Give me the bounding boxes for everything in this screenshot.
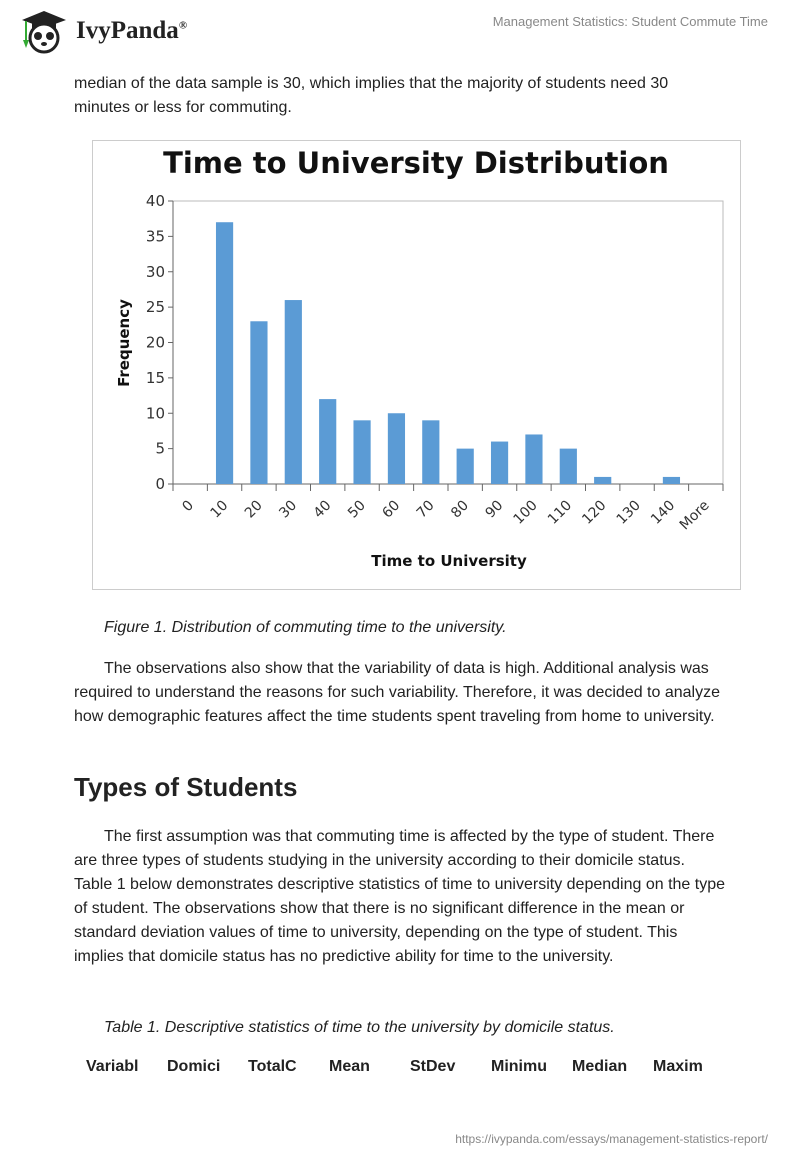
- table-header-cell: Median: [572, 1058, 628, 1075]
- histogram-bar: [422, 420, 439, 484]
- footer-url[interactable]: https://ivypanda.com/essays/management-statistics-report/: [455, 1132, 768, 1146]
- x-tick-label: 40: [310, 497, 335, 522]
- chart-title: Time to University Distribution: [163, 146, 669, 180]
- y-tick-label: 25: [145, 298, 165, 317]
- y-tick-label: 15: [145, 368, 165, 387]
- histogram-figure: [92, 140, 741, 590]
- y-tick-label: 30: [145, 262, 165, 281]
- histogram-chart: [93, 141, 740, 589]
- x-tick-label: 20: [241, 497, 266, 522]
- histogram-bar: [457, 449, 474, 484]
- histogram-bar: [319, 399, 336, 484]
- histogram-bar: [525, 434, 542, 484]
- x-tick-label: 0: [179, 497, 198, 516]
- histogram-bar: [560, 449, 577, 484]
- x-tick-label: 120: [579, 497, 610, 528]
- x-tick-label: 80: [448, 497, 473, 522]
- panda-logo-icon: [18, 8, 70, 54]
- y-axis-label: Frequency: [115, 299, 133, 387]
- document-title: Management Statistics: Student Commute Time: [492, 14, 768, 29]
- x-tick-label: 90: [482, 497, 507, 522]
- histogram-bar: [285, 300, 302, 484]
- histogram-bar: [594, 477, 611, 484]
- x-tick-label: 60: [379, 497, 404, 522]
- table-header-cell: TotalC: [248, 1058, 297, 1075]
- histogram-bar: [388, 413, 405, 484]
- x-tick-label: 130: [613, 497, 644, 528]
- x-tick-label: 50: [344, 497, 369, 522]
- table-header-cell: Minimu: [491, 1058, 547, 1075]
- x-tick-label: 140: [648, 497, 679, 528]
- figure-caption: Figure 1. Distribution of commuting time to the university.: [104, 619, 507, 636]
- ivypanda-logo[interactable]: [18, 8, 187, 54]
- y-tick-label: 35: [145, 227, 165, 246]
- histogram-bar: [353, 420, 370, 484]
- x-tick-label: 70: [413, 497, 438, 522]
- section-heading: Types of Students: [74, 772, 298, 802]
- table-header-cell: Maxim: [653, 1058, 703, 1075]
- table-header-cell: StDev: [410, 1058, 456, 1075]
- table-header-cell: Domici: [167, 1058, 221, 1075]
- histogram-bar: [663, 477, 680, 484]
- y-tick-label: 10: [145, 404, 165, 423]
- registered-mark: ®: [178, 19, 188, 32]
- x-tick-label: More: [676, 497, 713, 534]
- x-axis-label: Time to University: [371, 552, 527, 570]
- histogram-bar: [491, 442, 508, 484]
- table-header-cell: Mean: [329, 1058, 370, 1075]
- y-tick-label: 40: [145, 192, 165, 210]
- x-tick-label: 10: [207, 497, 232, 522]
- histogram-bar: [216, 222, 233, 484]
- y-tick-label: 20: [145, 333, 165, 352]
- table-header-cell: Variabl: [86, 1058, 139, 1075]
- y-tick-label: 0: [155, 475, 165, 493]
- y-tick-label: 5: [155, 439, 165, 458]
- table-caption: Table 1. Descriptive statistics of time to the university by domicile status.: [104, 1019, 615, 1036]
- x-tick-label: 30: [276, 497, 301, 522]
- x-tick-label: 110: [544, 497, 576, 528]
- histogram-bar: [250, 321, 267, 484]
- x-tick-label: 100: [510, 497, 541, 528]
- logo-text: IvyPanda: [76, 17, 179, 44]
- paragraph: The first assumption was that commuting time is affected by the type of student. There are three types of students studying in the university according to their domicile status. Table 1 below demonstrates descriptive statistics of time to university depending on the type of student. The observations show that there is no significant difference in the mean or standard deviation values of time to university, depending on the type of student. This implies that domicile status has no predictive ability for time to the university.: [74, 828, 726, 965]
- paragraph: median of the data sample is 30, which implies that the majority of students need 30 minutes or less for commuting.: [74, 75, 669, 116]
- paragraph: The observations also show that the variability of data is high. Additional analysis was required to understand the reasons for such variability. Therefore, it was decided to analyze how demographic features affect the time students spent traveling from home to university.: [74, 660, 720, 725]
